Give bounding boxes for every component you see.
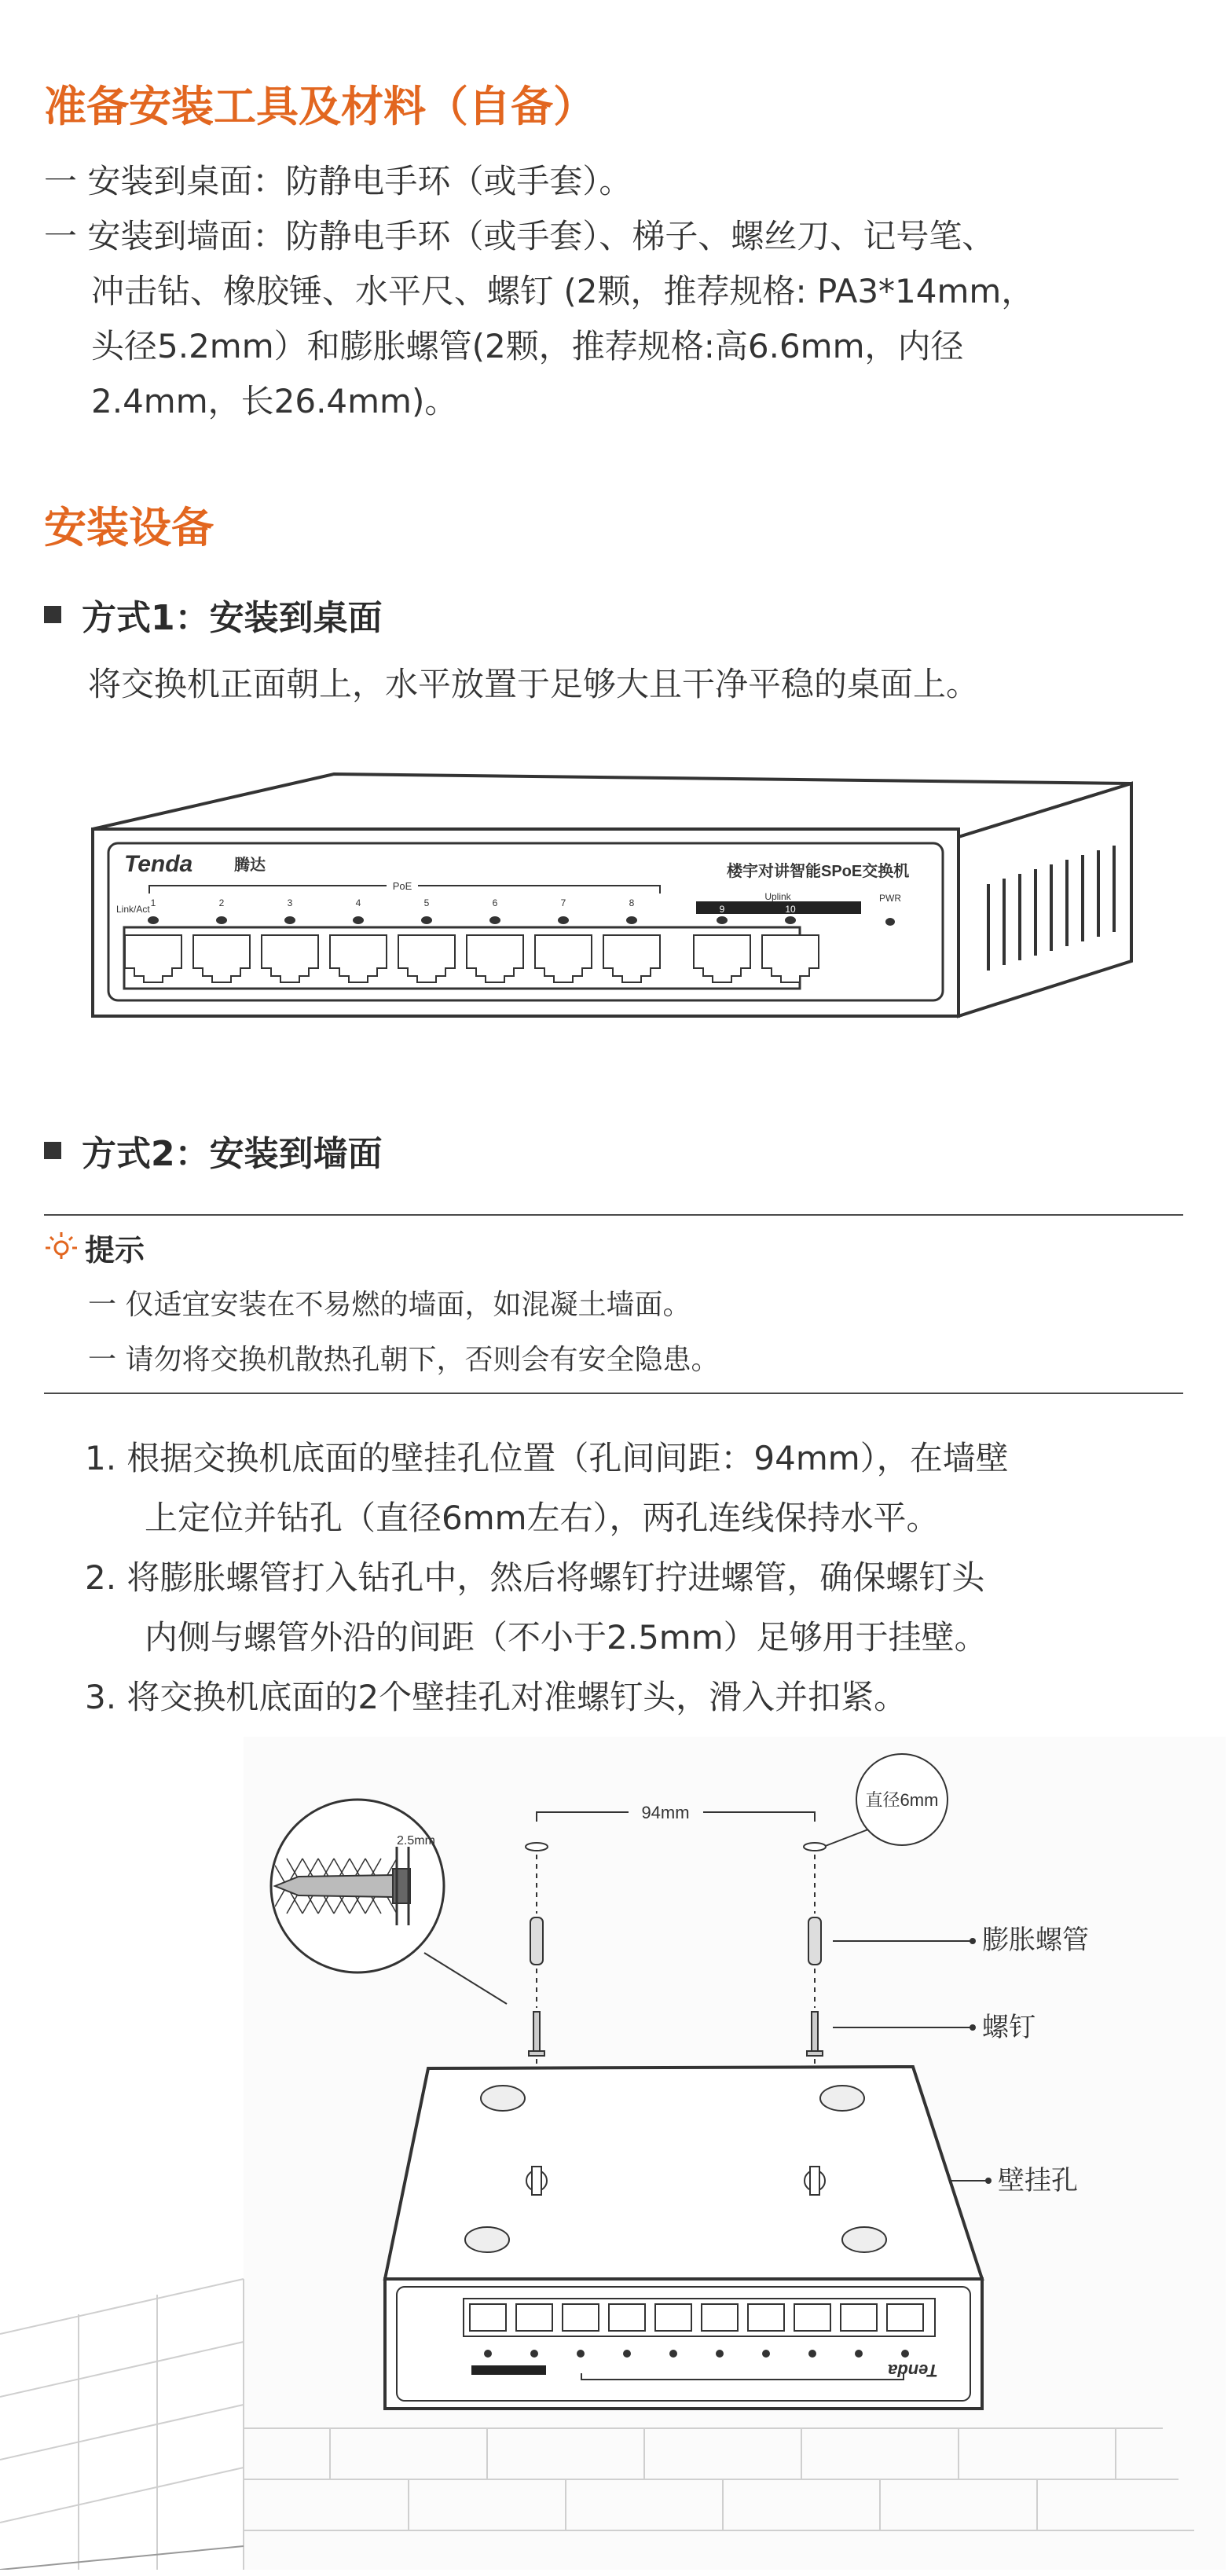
label-screw: 螺钉 [982, 2013, 1036, 2042]
link-act-label: Link/Act [116, 904, 150, 915]
step-2: 2. 将膨胀螺管打入钻孔中，然后将螺钉拧进螺管，确保螺钉头 [85, 1558, 985, 1597]
port-led [717, 916, 728, 924]
port-led-bottom [808, 2350, 816, 2358]
port-number-label: 5 [423, 897, 430, 908]
tools-item-wall-line4: 2.4mm，长26.4mm)。 [91, 382, 458, 420]
tools-title: 准备安装工具及材料（自备） [44, 82, 596, 131]
ethernet-port-bottom [748, 2304, 784, 2331]
anchor-left [530, 1917, 543, 1965]
switch-front-illustration [86, 766, 1139, 1026]
brand-logo: Tenda [124, 851, 193, 877]
method2-title: 方式2：安装到墙面 [82, 1134, 383, 1174]
port-led [626, 916, 637, 924]
port-led-bottom [623, 2350, 631, 2358]
tips-bottom-rule [44, 1393, 1183, 1394]
step-2-cont: 内侧与螺管外沿的间距（不小于2.5mm）足够用于挂壁。 [145, 1618, 988, 1657]
screw-detail-zoom [271, 1800, 444, 1972]
port-led-bottom [855, 2350, 863, 2358]
tools-item-wall-line3: 头径5.2mm）和膨胀螺管(2颗，推荐规格:高6.6mm，内径 [91, 327, 964, 365]
port-led [558, 916, 569, 924]
method2-heading [44, 1125, 383, 1176]
ethernet-port-bottom [655, 2304, 691, 2331]
port-led-bottom [762, 2350, 770, 2358]
tools-item-desktop: 一 安装到桌面：防静电手环（或手套）。 [44, 162, 632, 200]
bullet-square-icon [44, 606, 61, 623]
model-name: 楼宇对讲智能SPoE交换机 [727, 863, 910, 880]
ethernet-port-bottom [841, 2304, 877, 2331]
tips-top-rule [44, 1214, 1183, 1216]
label-anchor: 膨胀螺管 [982, 1925, 1089, 1955]
step-1: 1. 根据交换机底面的壁挂孔位置（孔间间距：94mm），在墙壁 [85, 1439, 1009, 1477]
lightbulb-icon [44, 1231, 79, 1265]
port-number-label: 2 [218, 897, 225, 908]
port-number-label: 4 [355, 897, 361, 908]
install-title: 安装设备 [44, 503, 214, 552]
hole-distance-label: 94mm [641, 1803, 690, 1822]
ethernet-port-bottom [563, 2304, 599, 2331]
method1-desc: 将交换机正面朝上，水平放置于足够大且干净平稳的桌面上。 [88, 665, 980, 703]
screw-left [533, 2012, 540, 2055]
bullet-square-icon [44, 1142, 61, 1159]
port-number-label: 10 [785, 904, 796, 915]
step-3: 3. 将交换机底面的2个壁挂孔对准螺钉头，滑入并扣紧。 [85, 1678, 907, 1716]
screw-right [812, 2012, 818, 2055]
step-1-cont: 上定位并钻孔（直径6mm左右），两孔连线保持水平。 [145, 1499, 940, 1537]
label-wall-hole: 壁挂孔 [998, 2166, 1078, 2196]
tools-list [44, 154, 1183, 429]
port-led [148, 916, 159, 924]
port-led-bottom [901, 2350, 909, 2358]
pwr-led [885, 918, 895, 926]
tools-item-wall-line2: 冲击钻、橡胶锤、水平尺、螺钉 (2颗，推荐规格: PA3*14mm， [91, 272, 1035, 310]
port-number-label: 6 [492, 897, 498, 908]
tip-item-2: 一 请勿将交换机散热孔朝下，否则会有安全隐患。 [88, 1344, 720, 1376]
ethernet-port-bottom [516, 2304, 552, 2331]
port-led [353, 916, 364, 924]
ethernet-port-bottom [702, 2304, 738, 2331]
port-led-bottom [716, 2350, 724, 2358]
method1-heading [44, 589, 383, 640]
ethernet-port-bottom [470, 2304, 506, 2331]
ethernet-port-bottom [609, 2304, 645, 2331]
port-led [489, 916, 500, 924]
port-led-bottom [577, 2350, 585, 2358]
brand-logo-bottom: Tenda [888, 2361, 938, 2380]
gap-label: 2.5mm [397, 1834, 435, 1848]
port-led-bottom [530, 2350, 538, 2358]
pwr-label: PWR [879, 893, 901, 904]
hole-diameter-label: 直径6mm [865, 1790, 939, 1810]
anchor-right [808, 1917, 821, 1965]
install-steps [85, 1429, 1009, 1727]
tips-heading [44, 1226, 145, 1269]
port-led [421, 916, 432, 924]
brand-cn: 腾达 [234, 857, 266, 874]
port-led-bottom [669, 2350, 677, 2358]
port-number-label: 9 [719, 904, 725, 915]
switch-bottom-illustration [385, 2067, 982, 2409]
port-led [216, 916, 227, 924]
tips-title: 提示 [85, 1233, 145, 1268]
port-led [284, 916, 295, 924]
uplink-label: Uplink [764, 891, 791, 902]
tip-item-1: 一 仅适宜安装在不易燃的墙面，如混凝土墙面。 [88, 1289, 691, 1321]
port-led-bottom [484, 2350, 492, 2358]
ethernet-port-bottom [794, 2304, 830, 2331]
port-number-label: 7 [560, 897, 566, 908]
method1-title: 方式1：安装到桌面 [82, 598, 383, 638]
port-number-label: 3 [287, 897, 293, 908]
poe-label: PoE [392, 880, 412, 892]
wall-mount-diagram [0, 1737, 1228, 2570]
port-led [785, 916, 796, 924]
tools-item-wall: 一 安装到墙面：防静电手环（或手套）、梯子、螺丝刀、记号笔、 [44, 217, 995, 255]
port-number-label: 8 [629, 897, 635, 908]
wall-hole-left [526, 1843, 548, 1851]
port-number-label: 1 [150, 897, 156, 908]
wall-hole-right [804, 1843, 826, 1851]
ethernet-port-bottom [887, 2304, 923, 2331]
